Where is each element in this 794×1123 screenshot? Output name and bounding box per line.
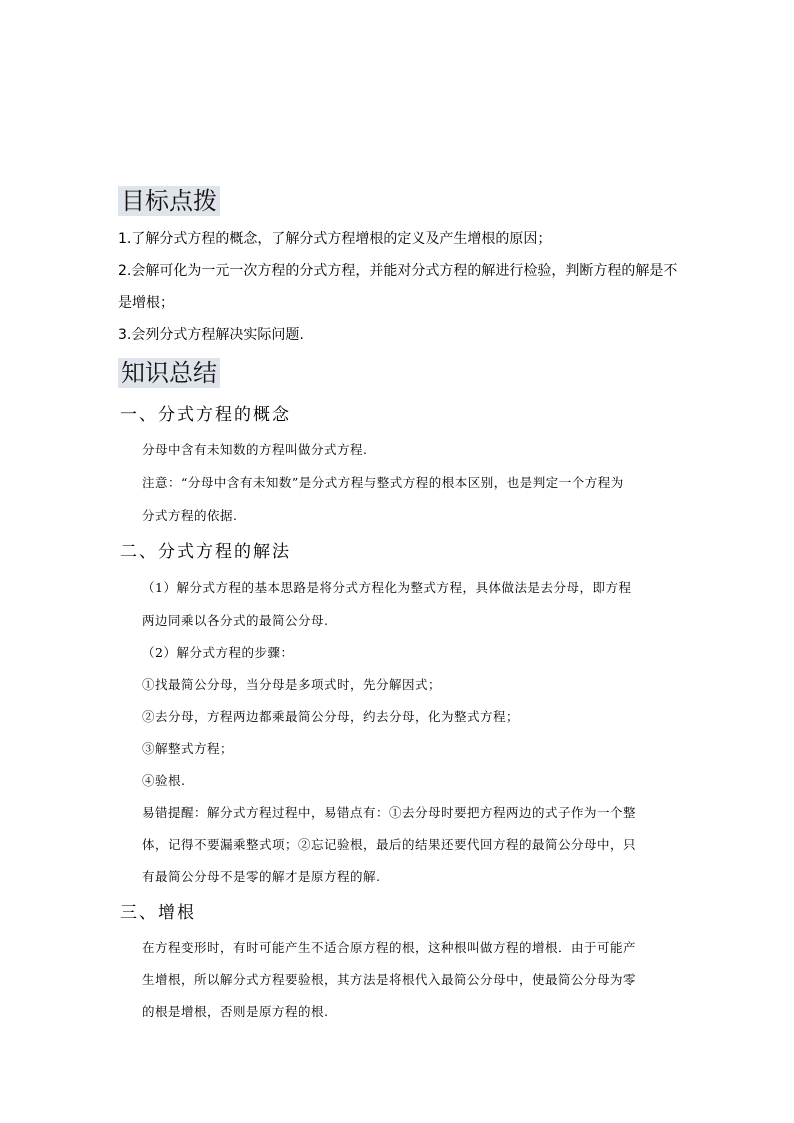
section-2-line: ①找最简公分母，当分母是多项式时，先分解因式； [142,677,442,692]
section-2-title: 二、分式方程的解法 [120,542,291,562]
section-2-line: ④验根. [142,773,186,788]
objective-item-3: 3.会列分式方程解决实际问题. [118,327,304,343]
summary-heading: 知识总结 [118,358,220,388]
section-2-line: 两边同乘以各分式的最简公分母. [142,613,329,628]
section-2-line: 易错提醒：解分式方程过程中，易错点有：①去分母时要把方程两边的式子作为一个整 [142,805,637,820]
objectives-heading: 目标点拨 [118,186,220,216]
section-3-title: 三、增根 [120,903,196,923]
section-1-line: 分式方程的依据. [142,508,238,523]
section-2-line: ②去分母，方程两边都乘最简公分母，约去分母，化为整式方程； [142,709,520,724]
section-1-title: 一、分式方程的概念 [120,405,291,425]
section-2-line: 有最简公分母不是零的解才是原方程的解. [142,869,381,884]
objective-item-2: 2.会解可化为一元一次方程的分式方程，并能对分式方程的解进行检验，判断方程的解是不 [118,263,678,279]
section-1-line: 分母中含有未知数的方程叫做分式方程. [142,442,368,457]
section-1-line: 注意：“分母中含有未知数”是分式方程与整式方程的根本区别，也是判定一个方程为 [142,475,624,490]
section-2-line: （2）解分式方程的步骤： [142,645,294,660]
section-2-line: ③解整式方程； [142,741,234,756]
objective-item-1: 1.了解分式方程的概念，了解分式方程增根的定义及产生增根的原因； [118,231,552,247]
objective-item-2-cont: 是增根； [118,295,174,311]
section-3-line: 的根是增根，否则是原方程的根. [142,1004,329,1019]
section-3-line: 生增根，所以解分式方程要验根，其方法是将根代入最简公分母中，使最简公分母为零 [142,972,637,987]
section-2-line: 体，记得不要漏乘整式项；②忘记验根，最后的结果还要代回方程的最简公分母中，只 [142,837,637,852]
section-3-line: 在方程变形时，有时可能产生不适合原方程的根，这种根叫做方程的增根．由于可能产 [142,940,637,955]
section-2-line: （1）解分式方程的基本思路是将分式方程化为整式方程，具体做法是去分母，即方程 [142,580,632,595]
